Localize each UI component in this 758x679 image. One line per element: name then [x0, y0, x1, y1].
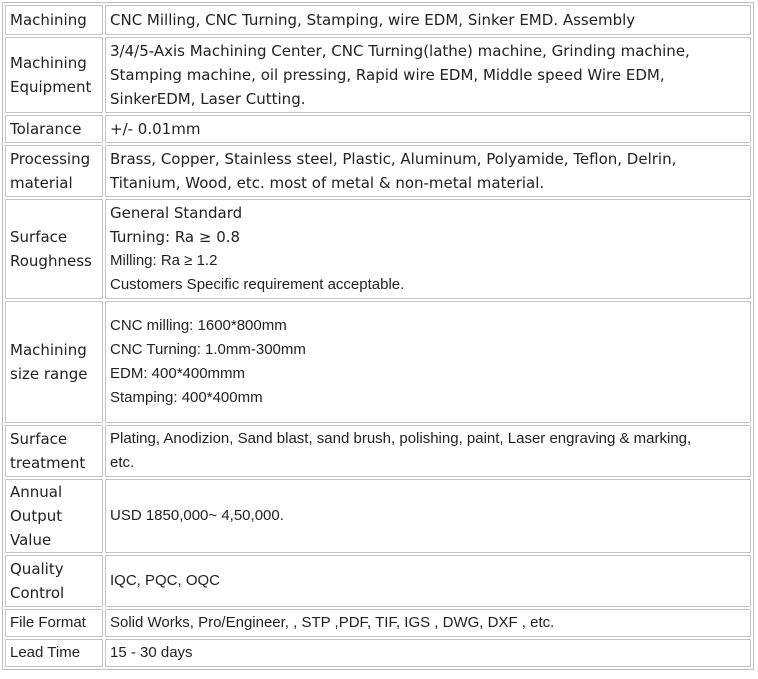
row-value-size-range — [105, 301, 751, 423]
value-line: Customers Specific requirement acceptable. — [110, 276, 405, 293]
row-value-surface-treatment — [105, 425, 751, 477]
spec-table — [2, 2, 754, 670]
table-row — [5, 479, 751, 553]
table-row — [5, 199, 751, 299]
label-line: Machining — [10, 341, 87, 359]
value-line: EDM: 400*400mmm — [110, 365, 246, 382]
value-line: +/- 0.01mm — [110, 120, 201, 138]
label-line: size range — [10, 365, 88, 383]
value-line: etc. — [110, 454, 135, 471]
row-label-file-format — [5, 609, 103, 637]
value-line: CNC Milling, CNC Turning, Stamping, wire EDM, Sinker EMD. Assembly — [110, 11, 636, 29]
value-line: General Standard — [110, 204, 243, 222]
label-line: treatment — [10, 454, 86, 472]
label-line: Output — [10, 507, 63, 525]
value-line: CNC milling: 1600*800mm — [110, 317, 287, 334]
label-line: Processing — [10, 150, 91, 168]
row-label-tolerance — [5, 115, 103, 143]
row-label-surface-roughness — [5, 199, 103, 299]
label-line: Lead Time — [10, 644, 81, 661]
value-line: Brass, Copper, Stainless steel, Plastic, Aluminum, Polyamide, Teflon, Delrin, — [110, 150, 677, 168]
row-label-surface-treatment — [5, 425, 103, 477]
value-line: 15 - 30 days — [110, 644, 193, 661]
label-line: Machining — [10, 11, 87, 29]
table-row — [5, 115, 751, 143]
value-line: Milling: Ra ≥ 1.2 — [110, 252, 218, 269]
row-value-surface-roughness — [105, 199, 751, 299]
label-line: Quality — [10, 560, 64, 578]
label-line: Surface — [10, 430, 68, 448]
value-line: SinkerEDM, Laser Cutting. — [110, 90, 306, 108]
table-row — [5, 555, 751, 607]
value-line: USD 1850,000~ 4,50,000. — [110, 507, 284, 524]
table-row — [5, 639, 751, 667]
value-line: CNC Turning: 1.0mm-300mm — [110, 341, 306, 358]
row-value-machining-equipment — [105, 37, 751, 113]
row-label-machining-equipment — [5, 37, 103, 113]
row-label-lead-time — [5, 639, 103, 667]
row-value-file-format — [105, 609, 751, 637]
value-line: IQC, PQC, OQC — [110, 572, 221, 589]
table-row — [5, 301, 751, 423]
label-line: Value — [10, 531, 52, 549]
row-value-quality-control — [105, 555, 751, 607]
table-row — [5, 609, 751, 637]
value-line: 3/4/5-Axis Machining Center, CNC Turning(lathe) machine, Grinding machine, — [110, 42, 690, 60]
label-line: Surface — [10, 228, 68, 246]
row-label-processing-material — [5, 145, 103, 197]
value-line: Stamping machine, oil pressing, Rapid wire EDM, Middle speed Wire EDM, — [110, 66, 665, 84]
row-label-annual-output — [5, 479, 103, 553]
label-line: Tolarance — [10, 120, 82, 138]
label-line: material — [10, 174, 73, 192]
value-line: Plating, Anodizion, Sand blast, sand brush, polishing, paint, Laser engraving & marking, — [110, 430, 692, 447]
row-label-machining — [5, 5, 103, 35]
table-row — [5, 145, 751, 197]
table-row — [5, 5, 751, 35]
table-row — [5, 425, 751, 477]
label-line: File Format — [10, 614, 86, 631]
label-line: Equipment — [10, 78, 92, 96]
table-row — [5, 37, 751, 113]
row-value-annual-output — [105, 479, 751, 553]
row-label-quality-control — [5, 555, 103, 607]
value-line: Titanium, Wood, etc. most of metal & non-metal material. — [110, 174, 545, 192]
label-line: Roughness — [10, 252, 92, 270]
row-value-lead-time — [105, 639, 751, 667]
value-line: Solid Works, Pro/Engineer, , STP ,PDF, TIF, IGS , DWG, DXF , etc. — [110, 614, 555, 631]
label-line: Annual — [10, 483, 63, 501]
row-label-size-range — [5, 301, 103, 423]
row-value-machining — [105, 5, 751, 35]
label-line: Machining — [10, 54, 87, 72]
label-line: Control — [10, 584, 65, 602]
row-value-tolerance — [105, 115, 751, 143]
row-value-processing-material — [105, 145, 751, 197]
value-line: Turning: Ra ≥ 0.8 — [110, 228, 241, 246]
value-line: Stamping: 400*400mm — [110, 389, 263, 406]
